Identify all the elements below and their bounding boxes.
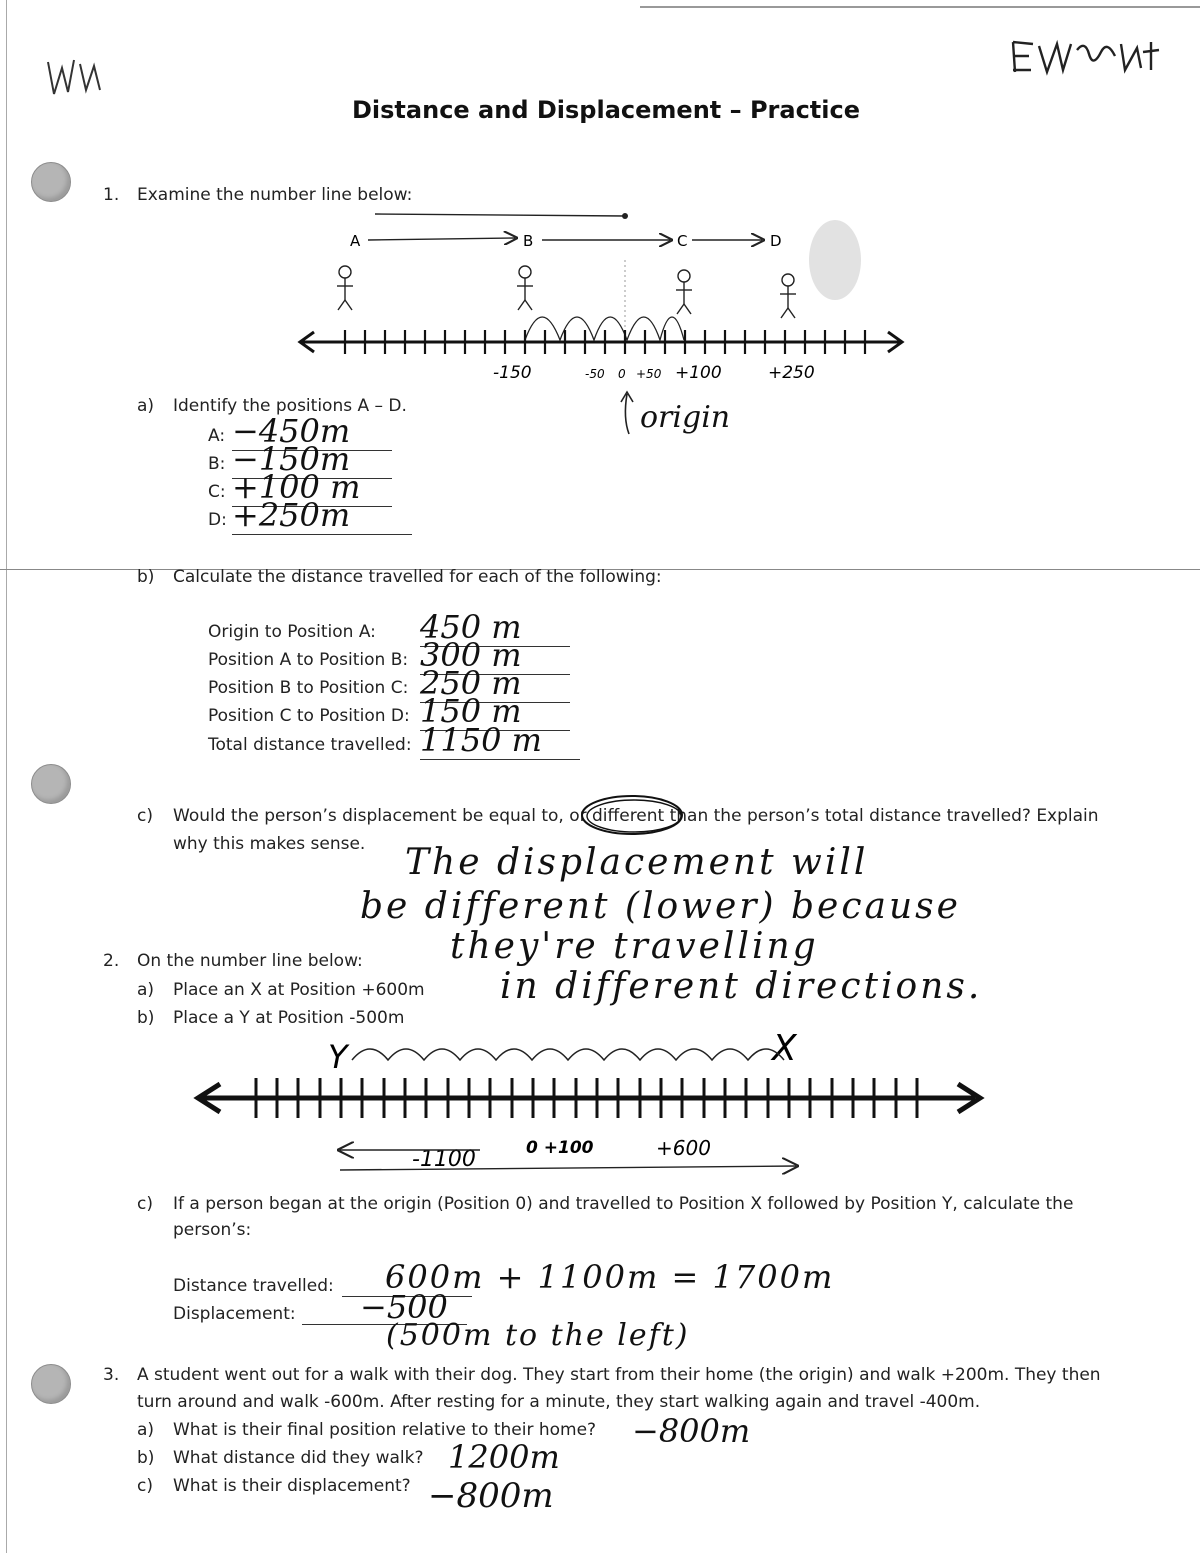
q2c-displacement-answer: −500 — [360, 1288, 448, 1326]
binder-hole-bottom — [31, 1364, 71, 1404]
q2c-distance-answer: 600m + 1100m = 1700m — [385, 1258, 835, 1296]
q3-number: 3. — [103, 1365, 120, 1385]
q2-tick-label-pos600: +600 — [656, 1136, 711, 1160]
q2c-prompt-line1: If a person began at the origin (Position 0) and travelled to Position X followed by Position Y, calculate the — [173, 1194, 1074, 1214]
q1c-answer-line4: in different directions. — [500, 966, 983, 1007]
q1c-letter: c) — [137, 806, 153, 826]
student-name-scribble — [1005, 30, 1165, 80]
q1b-label-total: Total distance travelled: — [208, 735, 412, 755]
q1-prompt: Examine the number line below: — [137, 185, 413, 205]
q2-tick-label-zero-100: 0 +100 — [526, 1138, 594, 1158]
q1b-answer-origin-a: 450 m — [420, 608, 570, 647]
q2c-displacement-note: (500m to the left) — [386, 1318, 690, 1353]
tick-label-pos250: +250 — [768, 363, 815, 383]
mark-y: Y — [328, 1038, 348, 1076]
tick-label-pos50: +50 — [636, 367, 662, 381]
circled-choice-different — [578, 792, 688, 838]
q1c-answer-line1: The displacement will — [405, 842, 869, 883]
tick-label-neg50: -50 — [585, 367, 605, 381]
q2-number-line-diagram — [180, 1020, 1000, 1180]
stick-figure-d — [780, 274, 796, 318]
q2b-letter: b) — [137, 1008, 155, 1028]
q2-tick-label-neg1100: -1100 — [412, 1147, 476, 1172]
q3-prompt-line2: turn around and walk -600m. After resting for a minute, they start walking again and travel -400m. — [137, 1392, 981, 1412]
q2c-prompt-line2: person’s: — [173, 1220, 252, 1240]
q2c-displacement-label: Displacement: — [173, 1304, 296, 1324]
q1c-prompt-line2: why this makes sense. — [173, 834, 366, 854]
q1a-label-c: C: — [208, 482, 226, 502]
q1c-answer-line3: they're travelling — [450, 926, 819, 967]
stick-figure-c — [676, 270, 692, 314]
initials-scribble — [40, 50, 110, 105]
q1b-prompt: Calculate the distance travelled for each of the following: — [173, 567, 662, 587]
scan-edge — [6, 0, 7, 1553]
q1a-label-a: A: — [208, 426, 226, 446]
q1b-label-c-d: Position C to Position D: — [208, 706, 410, 726]
q1a-answer-b: −150m — [232, 440, 392, 479]
q1b-answer-a-b: 300 m — [420, 636, 570, 675]
q2b-text: Place a Y at Position -500m — [173, 1008, 405, 1028]
label-d: D — [770, 232, 782, 250]
q1a-prompt: Identify the positions A – D. — [173, 396, 407, 416]
q1-number-line-diagram — [280, 200, 920, 400]
q1a-letter: a) — [137, 396, 155, 416]
q2c-letter: c) — [137, 1194, 153, 1214]
stick-figure-a — [337, 266, 353, 310]
q1a-answer-a: −450m — [232, 412, 392, 451]
eraser-smudge — [809, 220, 861, 300]
hop-arcs-q2 — [352, 1049, 784, 1060]
q1a-answer-c: +100 m — [232, 468, 392, 507]
q3-prompt-line1: A student went out for a walk with their dog. They start from their home (the origin) and walk +200m. They then — [137, 1365, 1101, 1385]
scan-top-edge — [640, 6, 1200, 8]
q2c-distance-label: Distance travelled: — [173, 1276, 334, 1296]
q1b-answer-total: 1150 m — [420, 721, 580, 760]
q1b-answer-c-d: 150 m — [420, 692, 570, 731]
tick-label-neg150: -150 — [493, 363, 532, 383]
label-c: C — [677, 232, 688, 250]
q1a-label-d: D: — [208, 510, 227, 530]
binder-hole-middle — [31, 764, 71, 804]
mark-x: X — [772, 1028, 797, 1069]
q3a-answer: −800m — [632, 1412, 751, 1450]
q3c-letter: c) — [137, 1476, 153, 1496]
q3a-letter: a) — [137, 1420, 155, 1440]
q2a-letter: a) — [137, 980, 155, 1000]
q2-prompt: On the number line below: — [137, 951, 363, 971]
path-arrow-a-b — [368, 238, 515, 240]
q1b-letter: b) — [137, 567, 155, 587]
return-path-line — [375, 214, 625, 216]
q1b-answer-b-c: 250 m — [420, 664, 570, 703]
q1c-prompt-line1: Would the person’s displacement be equal to, or different than the person’s total distance travelled? Explain — [173, 806, 1099, 826]
label-a: A — [350, 232, 361, 250]
page-title: Distance and Displacement – Practice — [352, 96, 861, 124]
q3a-text: What is their final position relative to their home? — [173, 1420, 597, 1440]
q2-number: 2. — [103, 951, 120, 971]
q1b-label-b-c: Position B to Position C: — [208, 678, 409, 698]
tick-label-pos100: +100 — [675, 363, 722, 383]
q3c-text: What is their displacement? — [173, 1476, 411, 1496]
q3b-letter: b) — [137, 1448, 155, 1468]
q1c-answer-line2: be different (lower) because — [360, 886, 961, 927]
stick-figure-b — [517, 266, 533, 310]
label-b: B — [523, 232, 534, 250]
q1b-label-origin-a: Origin to Position A: — [208, 622, 376, 642]
q3c-answer: −800m — [428, 1476, 554, 1516]
q3b-text: What distance did they walk? — [173, 1448, 424, 1468]
origin-note: origin — [640, 400, 731, 435]
q3b-answer: 1200m — [448, 1438, 560, 1476]
q1a-answer-d: +250m — [232, 496, 412, 535]
q1-number: 1. — [103, 185, 120, 205]
q1a-label-b: B: — [208, 454, 226, 474]
q1b-label-a-b: Position A to Position B: — [208, 650, 409, 670]
q2a-text: Place an X at Position +600m — [173, 980, 425, 1000]
rightward-arrow — [340, 1166, 796, 1170]
tick-label-zero: 0 — [618, 367, 626, 381]
binder-hole-top — [31, 162, 71, 202]
